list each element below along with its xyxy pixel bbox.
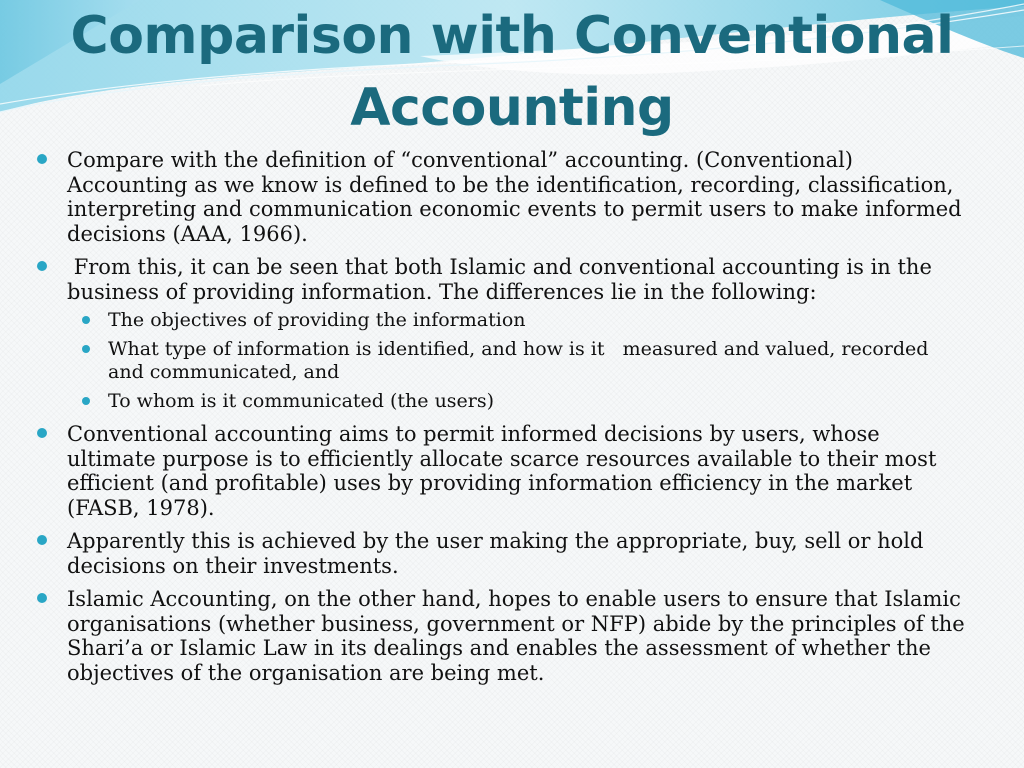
bullet-text: From this, it can be seen that both Islamic and conventional accounting is in the business of providing information. The differences lie in the following: — [67, 255, 939, 304]
slide-title — [0, 0, 1024, 144]
bullet-dot-icon — [37, 428, 47, 438]
sub-bullet-item — [75, 338, 969, 384]
bullet-text: Apparently this is achieved by the user making the appropriate, buy, sell or hold decisions on their investments. — [67, 529, 924, 578]
bullet-text: Islamic Accounting, on the other hand, hopes to enable users to ensure that Islamic organisations (whether business, government or NFP) abide by the principles of the Shari’a or Islamic Law in its dealings and enables the assessment of whether the objectives of the organisation are being met. — [67, 587, 965, 685]
title-line-1: Comparison with Conventional — [70, 6, 954, 66]
title-line-2: Accounting — [350, 78, 674, 138]
sub-bullet-text: What type of information is identified, and how is it measured and valued, recorded and communicated, and — [108, 338, 935, 383]
bullet-dot-icon — [37, 593, 47, 603]
bullet-dot-icon — [37, 154, 47, 164]
sub-bullet-item — [75, 390, 969, 413]
bullet-dot-icon — [37, 535, 47, 545]
sub-bullet-text: To whom is it communicated (the users) — [108, 390, 495, 412]
bullet-item — [34, 587, 969, 685]
sub-bullet-dot-icon — [82, 397, 90, 405]
sub-bullet-dot-icon — [82, 316, 90, 324]
bullet-list — [34, 148, 969, 694]
bullet-item — [34, 255, 969, 413]
sub-bullet-dot-icon — [82, 345, 90, 353]
bullet-item — [34, 529, 969, 578]
bullet-item — [34, 148, 969, 246]
bullet-item — [34, 422, 969, 520]
sub-bullet-text: The objectives of providing the information — [108, 309, 526, 331]
bullet-text: Conventional accounting aims to permit informed decisions by users, whose ultimate purpose is to efficiently allocate scarce resources available to their most efficient (and profitable) uses by providing information efficiency in the market (FASB, 1978). — [67, 422, 937, 520]
bullet-text: Compare with the definition of “conventional” accounting. (Conventional) Accounting as we know is defined to be the identification, recording, classification, interpreting and communication economic events to permit users to make informed decisions (AAA, 1966). — [67, 148, 962, 246]
bullet-dot-icon — [37, 261, 47, 271]
sub-bullet-list — [75, 309, 969, 413]
sub-bullet-item — [75, 309, 969, 332]
